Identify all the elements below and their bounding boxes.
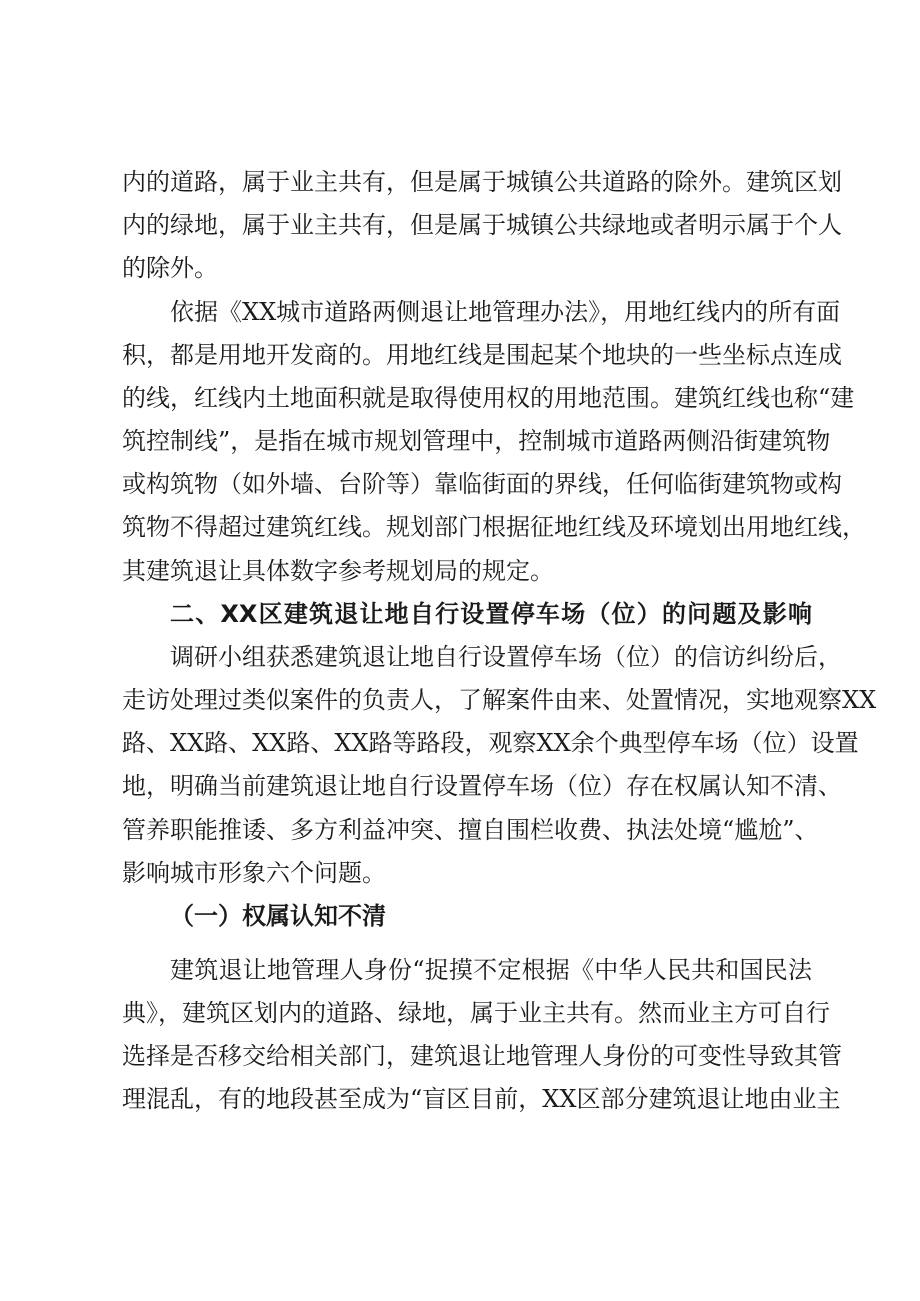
paragraph-line: 内的绿地，属于业主共有，但是属于城镇公共绿地或者明示属于个人 (122, 211, 842, 239)
paragraph-line: 管养职能推诿、多方利益冲突、擅自围栏收费、执法处境“尴尬”、 (122, 816, 819, 844)
paragraph-line: 选择是否移交给相关部门，建筑退让地管理人身份的可变性导致其管 (122, 1042, 842, 1070)
paragraph-line: 或构筑物（如外墙、台阶等）靠临街面的界线，任何临街建筑物或构 (122, 470, 842, 498)
paragraph-line: 筑物不得超过建筑红线。规划部门根据征地红线及环境划出用地红线， (122, 513, 866, 541)
paragraph-line: 的除外。 (122, 254, 218, 282)
paragraph-line: 内的道路，属于业主共有，但是属于城镇公共道路的除外。建筑区划 (122, 168, 842, 196)
paragraph-line: 典》，建筑区划内的道路、绿地，属于业主共有。然而业主方可自行 (122, 999, 830, 1027)
paragraph-line: 积，都是用地开发商的。用地红线是围起某个地块的一些坐标点连成 (122, 341, 842, 369)
subsection-heading: （一）权属认知不清 (170, 901, 386, 930)
paragraph-line: 其建筑退让具体数字参考规划局的规定。 (122, 557, 554, 585)
paragraph-line: 依据《XX城市道路两侧退让地管理办法》，用地红线内的所有面 (170, 298, 841, 326)
paragraph-line: 影响城市形象六个问题。 (122, 859, 386, 887)
paragraph-line: 路、XX路、XX路、XX路等路段，观察XX余个典型停车场（位）设置 (122, 729, 859, 757)
paragraph-line: 建筑退让地管理人身份“捉摸不定根据《中华人民共和国民法 (170, 956, 812, 984)
paragraph-line: 筑控制线”，是指在城市规划管理中，控制城市道路两侧沿街建筑物 (122, 427, 831, 455)
paragraph-line: 的线，红线内土地面积就是取得使用权的用地范围。建筑红线也称“建 (122, 384, 855, 412)
section-heading: 二、XX区建筑退让地自行设置停车场（位）的问题及影响 (170, 600, 812, 628)
paragraph-line: 理混乱，有的地段甚至成为“盲区目前，XX区部分建筑退让地由业主 (122, 1085, 841, 1113)
paragraph-line: 调研小组获悉建筑退让地自行设置停车场（位）的信访纠纷后， (170, 643, 842, 671)
paragraph-line: 地，明确当前建筑退让地自行设置停车场（位）存在权属认知不清、 (122, 772, 842, 800)
paragraph-line: 走访处理过类似案件的负责人，了解案件由来、处置情况，实地观察XX (122, 686, 877, 714)
